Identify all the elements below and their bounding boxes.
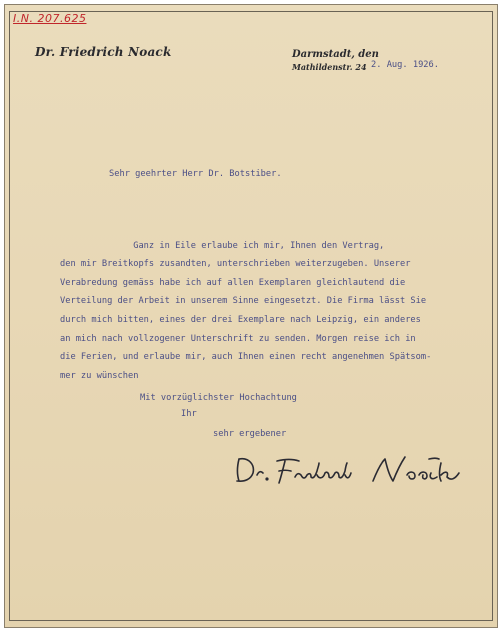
closing: Mit vorzüglichster Hochachtung (140, 393, 297, 403)
body-line: mer zu wünschen (60, 371, 139, 381)
body-line: die Ferien, und erlaube mir, auch Ihnen einen recht angenehmen Spätsom- (60, 352, 432, 362)
letterhead-name: Dr. Friedrich Noack (35, 45, 172, 59)
handwritten-signature (233, 449, 483, 489)
body-line: Verteilung der Arbeit in unserem Sinne eingesetzt. Die Firma lässt Sie (60, 296, 427, 306)
salutation: Sehr geehrter Herr Dr. Botstiber. (109, 169, 282, 179)
body-line: Ganz in Eile erlaube ich mir, Ihnen den Vertrag, (60, 241, 385, 251)
closing-ergeben: sehr ergebener (213, 429, 287, 439)
letterhead-city: Darmstadt, den (292, 49, 379, 60)
body-line: den mir Breitkopfs zusandten, unterschrieben weiterzugeben. Unserer (60, 259, 411, 269)
body-line: durch mich bitten, eines der drei Exemplare nach Leipzig, ein anderes (60, 315, 421, 325)
letter-date: 2. Aug. 1926. (371, 60, 439, 70)
letterhead-street: Mathildenstr. 24 (292, 62, 367, 72)
closing-ihr: Ihr (181, 409, 197, 419)
body-line: an mich nach vollzogener Unterschrift zu senden. Morgen reise ich in (60, 334, 416, 344)
archive-mark: I.N. 207.625 (13, 12, 87, 25)
body-line: Verabredung gemäss habe ich auf allen Exemplaren gleichlautend die (60, 278, 406, 288)
letter-paper (4, 4, 498, 628)
